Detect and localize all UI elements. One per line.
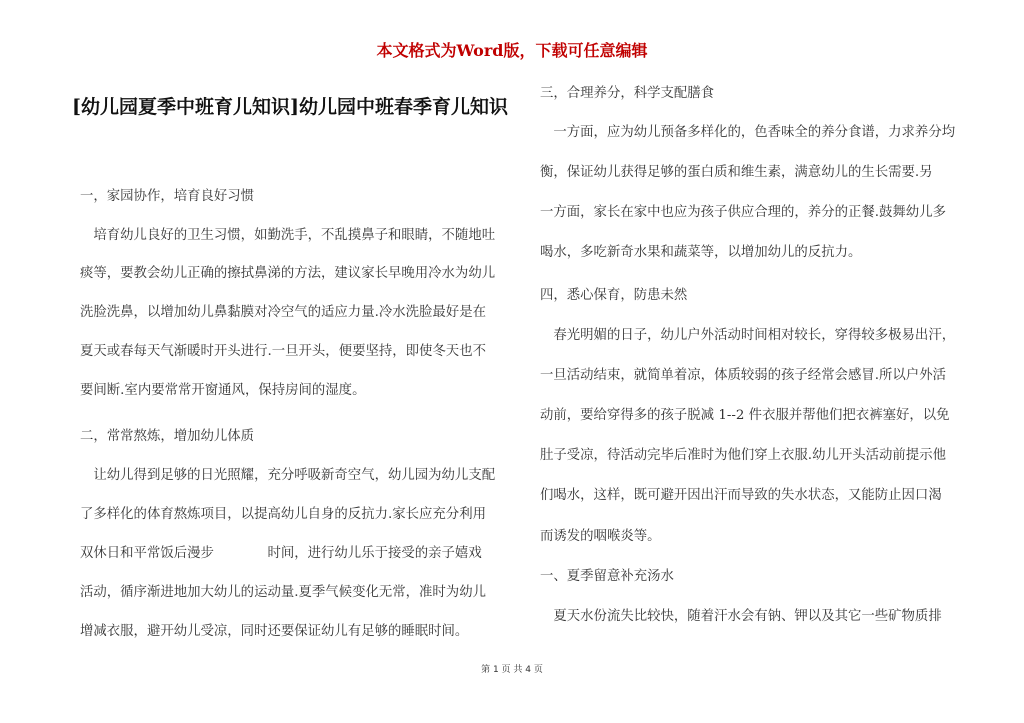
- paragraph-line: 一方面，家长在家中也应为孩子供应合理的，养分的正餐.鼓舞幼儿多: [540, 205, 946, 220]
- paragraph-line: 要间断.室内要常常开窗通风，保持房间的湿度。: [80, 383, 366, 398]
- section-heading-1: 一，家园协作，培育良好习惯: [80, 189, 255, 204]
- word-format-banner: 本文格式为Word版，下载可任意编辑: [376, 41, 648, 60]
- section-heading-5: 一、夏季留意补充汤水: [540, 569, 674, 584]
- paragraph-line: 一方面，应为幼儿预备多样化的，色香味全的养分食谱，力求养分均: [540, 125, 956, 140]
- section-heading-3: 三，合理养分，科学支配膳食: [540, 86, 715, 101]
- paragraph-line: 活动，循序渐进地加大幼儿的运动量.夏季气候变化无常，准时为幼儿: [80, 585, 486, 600]
- document-title: [幼儿园夏季中班育儿知识]幼儿园中班春季育儿知识: [72, 96, 508, 118]
- paragraph-line: 培育幼儿良好的卫生习惯，如勤洗手，不乱摸鼻子和眼睛，不随地吐: [80, 228, 496, 243]
- paragraph-line: 让幼儿得到足够的日光照耀，充分呼吸新奇空气，幼儿园为幼儿支配: [80, 468, 496, 483]
- paragraph-line: 们喝水，这样，既可避开因出汗而导致的失水状态，又能防止因口渴: [540, 488, 942, 503]
- paragraph-line: 肚子受凉，待活动完毕后准时为他们穿上衣服.幼儿开头活动前提示他: [540, 448, 946, 463]
- paragraph-line: 喝水，多吃新奇水果和蔬菜等，以增加幼儿的反抗力。: [540, 245, 862, 260]
- paragraph-line: 了多样化的体育熬炼项目，以提高幼儿自身的反抗力.家长应充分利用: [80, 507, 486, 522]
- section-heading-2: 二，常常熬炼，增加幼儿体质: [80, 429, 255, 444]
- section-heading-4: 四，悉心保育，防患未然: [540, 288, 688, 303]
- paragraph-line: 洗脸洗鼻，以增加幼儿鼻黏膜对冷空气的适应力量.冷水洗脸最好是在: [80, 305, 486, 320]
- paragraph-line: 一旦活动结束，就简单着凉，体质较弱的孩子经常会感冒.所以户外活: [540, 368, 946, 383]
- paragraph-line: 夏天或春每天气渐暖时开头进行.一旦开头，便要坚持，即使冬天也不: [80, 344, 486, 359]
- paragraph-line: 夏天水份流失比较快，随着汗水会有钠、钾以及其它一些矿物质排: [540, 609, 942, 624]
- paragraph-line: 春光明媚的日子，幼儿户外活动时间相对较长，穿得较多极易出汗，: [540, 328, 956, 343]
- page-number-footer: 第 1 页 共 4 页: [481, 665, 543, 675]
- paragraph-line: 动前，要给穿得多的孩子脱减 1--2 件衣服并帮他们把衣裤塞好，以免: [540, 408, 950, 423]
- paragraph-line: 双休日和平常饭后漫步 时间，进行幼儿乐于接受的亲子嬉戏: [80, 546, 482, 561]
- paragraph-line: 痰等，要教会幼儿正确的擦拭鼻涕的方法，建议家长早晚用冷水为幼儿: [80, 266, 496, 281]
- paragraph-line: 衡，保证幼儿获得足够的蛋白质和维生素，满意幼儿的生长需要.另: [540, 165, 933, 180]
- paragraph-line: 增减衣服，避开幼儿受凉，同时还要保证幼儿有足够的睡眠时间。: [80, 624, 469, 639]
- paragraph-line: 而诱发的咽喉炎等。: [540, 529, 661, 544]
